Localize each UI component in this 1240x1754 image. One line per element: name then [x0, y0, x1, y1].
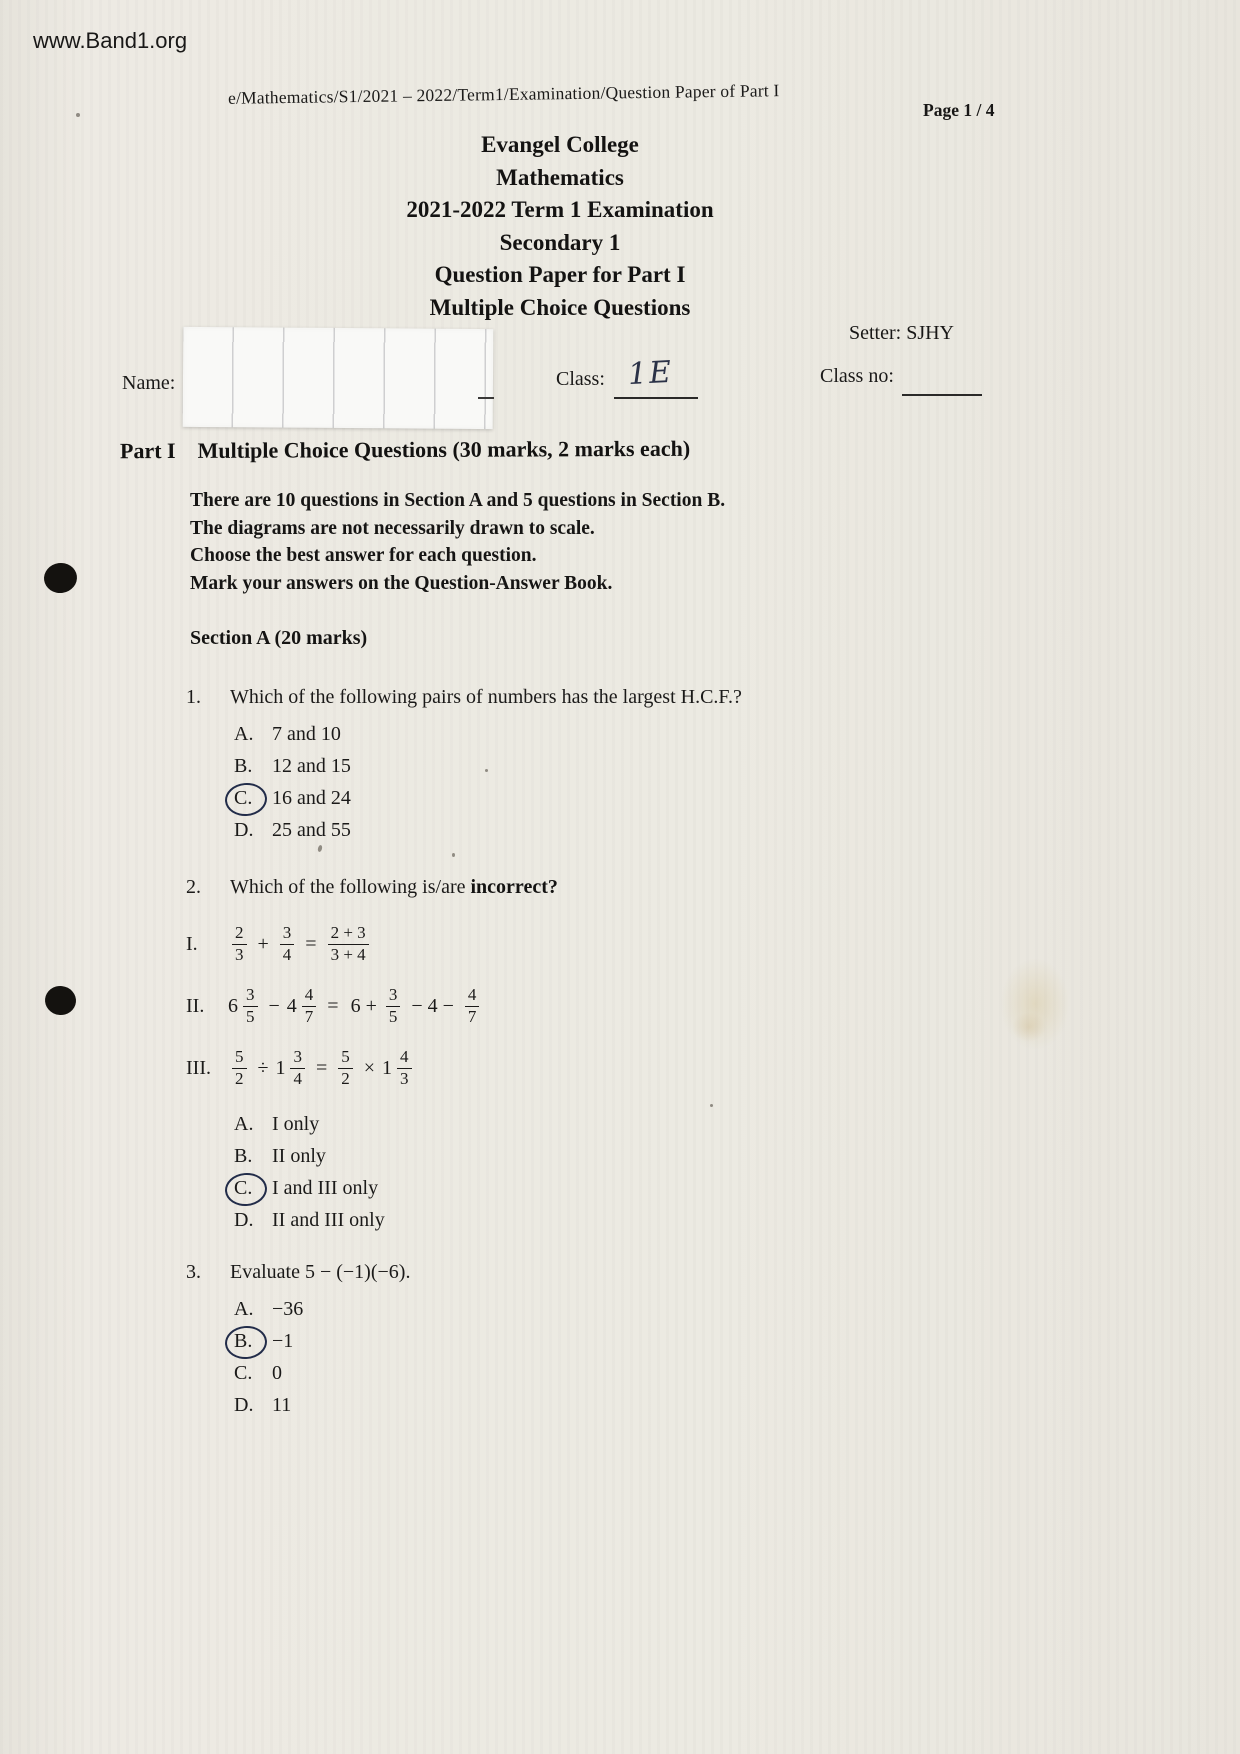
option-label: D.: [234, 1394, 254, 1416]
class-no-underline: [902, 394, 982, 396]
question-2: [186, 876, 558, 1236]
question-number: 2.: [186, 876, 201, 898]
scan-speck: [452, 853, 455, 857]
option-row: [234, 1389, 410, 1421]
option-label: C.: [234, 1362, 253, 1384]
question-1: [186, 686, 742, 846]
title-line-school: Evangel College: [481, 132, 639, 157]
option-list: [234, 1108, 558, 1236]
statement-row-2: [186, 975, 558, 1037]
question-text: [230, 876, 558, 899]
statement-label: II.: [186, 994, 205, 1017]
scan-speck: [485, 769, 488, 772]
instruction-line: The diagrams are not necessarily drawn to scale.: [190, 517, 595, 539]
option-row: [234, 814, 742, 846]
option-text: 16 and 24: [272, 787, 351, 809]
question-head: [186, 686, 742, 709]
option-row: [234, 782, 742, 814]
document-path: e/Mathematics/S1/2021 – 2022/Term1/Examination/Question Paper of Part I: [227, 80, 780, 108]
question-text-bold: incorrect?: [470, 876, 558, 898]
title-line-exam: 2021-2022 Term 1 Examination: [406, 197, 714, 222]
scan-speck: [317, 845, 323, 853]
instruction-line: There are 10 questions in Section A and 5 questions in Section B.: [190, 490, 726, 511]
option-text: I only: [272, 1113, 320, 1135]
option-label: D.: [234, 819, 254, 841]
option-row: [234, 1357, 410, 1389]
option-row: [234, 1204, 558, 1236]
page-number: Page 1 / 4: [923, 100, 995, 120]
option-label-circled-answer: C.: [234, 1172, 264, 1204]
paper-stain: [1012, 1012, 1046, 1042]
option-text: −1: [272, 1330, 294, 1352]
name-underline: [478, 397, 494, 399]
question-text-normal: Which of the following is/are: [230, 876, 471, 898]
instruction-line: Choose the best answer for each question.: [190, 545, 537, 566]
statement-row-1: [186, 913, 558, 975]
scan-speck: [710, 1104, 713, 1107]
question-number: 3.: [186, 1261, 201, 1283]
question-3: [186, 1261, 410, 1421]
option-text: II and III only: [272, 1209, 385, 1231]
option-row: [234, 750, 742, 782]
hole-punch-mark: [44, 984, 78, 1016]
watermark: www.Band1.org: [33, 28, 188, 53]
part-title: Multiple Choice Questions (30 marks, 2 marks each): [197, 435, 691, 463]
question-head: [186, 876, 558, 899]
option-row: [234, 718, 742, 750]
question-text: Which of the following pairs of numbers has the largest H.C.F.?: [230, 686, 742, 708]
option-text: 12 and 15: [272, 755, 351, 777]
question-text: Evaluate 5 − (−1)(−6).: [230, 1261, 411, 1283]
option-text: I and III only: [272, 1177, 379, 1199]
hole-punch-mark: [42, 561, 79, 595]
option-label: B.: [234, 755, 253, 777]
name-label: Name:: [122, 372, 176, 394]
option-text: 25 and 55: [272, 819, 351, 841]
title-line-type: Multiple Choice Questions: [429, 294, 691, 320]
statement-label: I.: [186, 932, 198, 955]
instruction-line: Mark your answers on the Question-Answer Book.: [190, 572, 613, 594]
part-heading: [120, 436, 690, 464]
option-text: 0: [272, 1362, 282, 1384]
option-text: 11: [272, 1394, 292, 1416]
question-number: 1.: [186, 686, 201, 708]
option-label: A.: [234, 723, 254, 745]
instructions: [190, 487, 725, 597]
part-label: Part I: [119, 438, 176, 464]
option-label: A.: [234, 1113, 254, 1135]
option-row: [234, 1172, 558, 1204]
math-expression: $\frac{5}{2}$ ÷ 1 $\frac{3}{4}$ = $\frac{5}{2}$ × 1 $\frac{4}{3}$: [228, 1048, 416, 1088]
title-line-form: Secondary 1: [499, 229, 621, 255]
statement-list: [186, 913, 558, 1099]
option-row: [234, 1140, 558, 1172]
option-row: [234, 1325, 410, 1357]
section-heading: Section A (20 marks): [190, 627, 368, 649]
option-label: A.: [234, 1298, 254, 1320]
option-text: −36: [272, 1298, 304, 1320]
math-expression: $\frac{2}{3}$ + $\frac{3}{4}$ = $\frac{2 + 3}{3 + 4}$: [228, 924, 373, 964]
option-label-circled-answer: C.: [234, 782, 264, 814]
class-value-handwritten: 1E: [627, 354, 674, 393]
name-sticker: [183, 327, 494, 429]
setter-label: Setter: SJHY: [849, 322, 954, 344]
option-row: [234, 1108, 558, 1140]
option-label: D.: [234, 1209, 254, 1231]
statement-row-3: [186, 1037, 558, 1099]
title-block: [280, 129, 840, 324]
scan-speck: [76, 113, 80, 117]
option-label-circled-answer: B.: [234, 1325, 264, 1357]
statement-label: III.: [186, 1056, 211, 1079]
option-text: 7 and 10: [272, 723, 341, 745]
title-line-subject: Mathematics: [496, 164, 624, 190]
class-underline: [614, 397, 698, 399]
option-label: B.: [234, 1145, 253, 1167]
option-text: II only: [272, 1145, 326, 1167]
question-head: [186, 1261, 410, 1284]
title-line-paper: Question Paper for Part I: [434, 262, 686, 287]
option-list: [234, 718, 742, 846]
class-label: Class:: [556, 368, 605, 390]
option-row: [234, 1293, 410, 1325]
class-no-label: Class no:: [820, 365, 894, 387]
option-list: [234, 1293, 410, 1421]
math-expression: 6 $\frac{3}{5}$ − 4 $\frac{4}{7}$ = 6 + $\frac{3}{5}$ − 4 − $\frac{4}{7}$: [228, 986, 483, 1026]
